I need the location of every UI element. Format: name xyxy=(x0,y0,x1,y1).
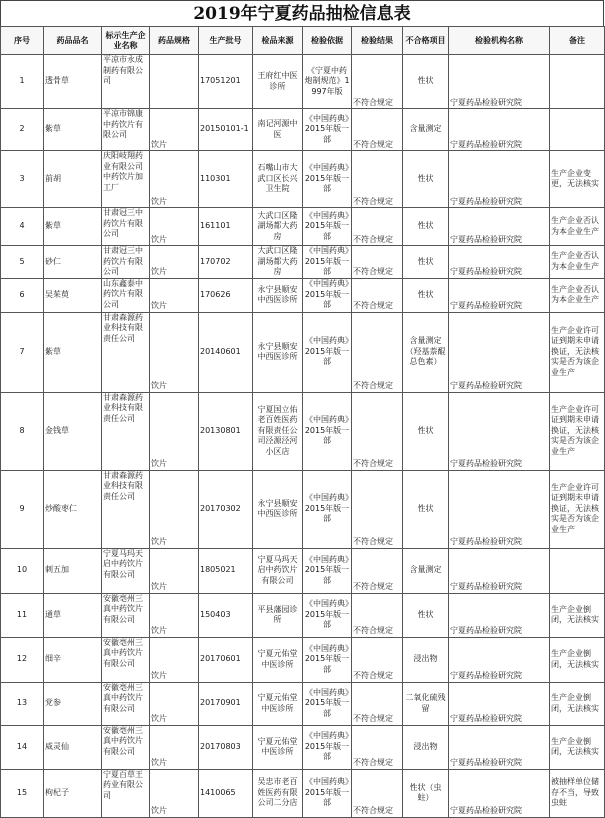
cell-batch: 17051201 xyxy=(199,55,253,109)
cell-batch: 20150101-1 xyxy=(199,109,253,151)
cell-source: 永宁县顺安中西医诊所 xyxy=(253,312,303,392)
cell-maker: 安徽亳州三真中药饮片有限公司 xyxy=(102,637,150,682)
cell-result: 不符合规定 xyxy=(352,593,403,637)
cell-note: 生产企业倒闭，无法核实 xyxy=(550,637,605,682)
cell-name: 金钱草 xyxy=(44,392,102,470)
cell-result: 不符合规定 xyxy=(352,682,403,725)
cell-no: 8 xyxy=(1,392,44,470)
cell-batch: 20170901 xyxy=(199,682,253,725)
cell-source: 宁夏元佑堂中医诊所 xyxy=(253,682,303,725)
cell-agency: 宁夏药品检验研究院 xyxy=(449,682,550,725)
cell-no: 1 xyxy=(1,55,44,109)
cell-source: 王府红中医诊所 xyxy=(253,55,303,109)
cell-no: 2 xyxy=(1,109,44,151)
cell-basis: 《中国药典》2015年版一部 xyxy=(303,278,352,312)
col-header-basis: 检验依据 xyxy=(303,27,352,55)
cell-name: 透骨草 xyxy=(44,55,102,109)
cell-basis: 《中国药典》2015年版一部 xyxy=(303,637,352,682)
cell-agency: 宁夏药品检验研究院 xyxy=(449,637,550,682)
cell-batch: 110301 xyxy=(199,151,253,208)
cell-item: 性状 xyxy=(403,55,449,109)
cell-no: 3 xyxy=(1,151,44,208)
cell-source: 吴忠市老百姓医药有限公司二分店 xyxy=(253,769,303,817)
cell-result: 不符合规定 xyxy=(352,470,403,548)
cell-no: 15 xyxy=(1,769,44,817)
cell-source: 大武口区隆湖场都大药房 xyxy=(253,208,303,246)
cell-source: 南记河源中医 xyxy=(253,109,303,151)
cell-note: 生产企业许可证到期未申请换证，无法核实是否为该企业生产 xyxy=(550,392,605,470)
cell-agency: 宁夏药品检验研究院 xyxy=(449,55,550,109)
cell-agency: 宁夏药品检验研究院 xyxy=(449,593,550,637)
cell-basis: 《中国药典》2015年版一部 xyxy=(303,246,352,279)
cell-no: 11 xyxy=(1,593,44,637)
col-header-maker: 标示生产企业名称 xyxy=(102,27,150,55)
col-header-no: 序号 xyxy=(1,27,44,55)
cell-note: 被抽样单位储存不当，导致虫蛀 xyxy=(550,769,605,817)
table-row xyxy=(1,769,605,817)
cell-no: 5 xyxy=(1,246,44,279)
inspection-table xyxy=(0,26,605,818)
cell-spec: 饮片 xyxy=(150,392,199,470)
cell-result: 不符合规定 xyxy=(352,769,403,817)
table-row xyxy=(1,278,605,312)
table-row xyxy=(1,55,605,109)
table-row xyxy=(1,246,605,279)
cell-spec: 饮片 xyxy=(150,278,199,312)
cell-item: 性状 xyxy=(403,470,449,548)
cell-maker: 甘肃冠三中药饮片有限公司 xyxy=(102,208,150,246)
cell-name: 紫草 xyxy=(44,109,102,151)
cell-spec: 饮片 xyxy=(150,246,199,279)
table-row xyxy=(1,312,605,392)
cell-result: 不符合规定 xyxy=(352,637,403,682)
cell-spec: 饮片 xyxy=(150,637,199,682)
cell-no: 12 xyxy=(1,637,44,682)
cell-maker: 甘肃森源药业科技有限责任公司 xyxy=(102,470,150,548)
cell-note: 生产企业倒闭，无法核实 xyxy=(550,593,605,637)
cell-item: 性状 xyxy=(403,593,449,637)
cell-spec: 饮片 xyxy=(150,312,199,392)
cell-name: 紫草 xyxy=(44,208,102,246)
cell-name: 吴茱萸 xyxy=(44,278,102,312)
cell-note: 生产企业许可证到期未申请换证，无法核实是否为该企业生产 xyxy=(550,470,605,548)
cell-agency: 宁夏药品检验研究院 xyxy=(449,725,550,769)
cell-maker: 山东鑫泰中药饮片有限公司 xyxy=(102,278,150,312)
cell-note xyxy=(550,548,605,593)
col-header-spec: 药品规格 xyxy=(150,27,199,55)
cell-item: 性状（虫蛀） xyxy=(403,769,449,817)
cell-maker: 平凉市锦康中药饮片有限公司 xyxy=(102,109,150,151)
col-header-batch: 生产批号 xyxy=(199,27,253,55)
cell-item: 性状 xyxy=(403,392,449,470)
cell-name: 党参 xyxy=(44,682,102,725)
cell-basis: 《中国药典》2015年版一部 xyxy=(303,470,352,548)
cell-agency: 宁夏药品检验研究院 xyxy=(449,246,550,279)
cell-batch: 20170803 xyxy=(199,725,253,769)
cell-spec: 饮片 xyxy=(150,470,199,548)
cell-batch: 170626 xyxy=(199,278,253,312)
table-row xyxy=(1,151,605,208)
cell-batch: 1805021 xyxy=(199,548,253,593)
cell-maker: 平凉市永成制药有限公司 xyxy=(102,55,150,109)
table-row xyxy=(1,682,605,725)
table-row xyxy=(1,470,605,548)
cell-no: 10 xyxy=(1,548,44,593)
cell-agency: 宁夏药品检验研究院 xyxy=(449,392,550,470)
cell-name: 枸杞子 xyxy=(44,769,102,817)
cell-result: 不符合规定 xyxy=(352,725,403,769)
cell-spec: 饮片 xyxy=(150,725,199,769)
cell-item: 含量测定（羟基萘醌总色素） xyxy=(403,312,449,392)
cell-name: 紫草 xyxy=(44,312,102,392)
cell-basis: 《中国药典》2015年版一部 xyxy=(303,151,352,208)
cell-item: 含量测定 xyxy=(403,109,449,151)
cell-item: 性状 xyxy=(403,151,449,208)
cell-result: 不符合规定 xyxy=(352,312,403,392)
cell-source: 大武口区隆湖场都大药房 xyxy=(253,246,303,279)
cell-maker: 安徽亳州三真中药饮片有限公司 xyxy=(102,593,150,637)
cell-batch: 20170601 xyxy=(199,637,253,682)
cell-batch: 161101 xyxy=(199,208,253,246)
cell-batch: 20170302 xyxy=(199,470,253,548)
cell-name: 刺五加 xyxy=(44,548,102,593)
cell-maker: 庆阳岐翔药业有限公司中药饮片加工厂 xyxy=(102,151,150,208)
cell-result: 不符合规定 xyxy=(352,278,403,312)
cell-spec: 饮片 xyxy=(150,769,199,817)
cell-item: 含量测定 xyxy=(403,548,449,593)
cell-source: 石嘴山市大武口区长兴卫生院 xyxy=(253,151,303,208)
cell-result: 不符合规定 xyxy=(352,208,403,246)
cell-agency: 宁夏药品检验研究院 xyxy=(449,208,550,246)
cell-batch: 20140601 xyxy=(199,312,253,392)
cell-no: 7 xyxy=(1,312,44,392)
cell-maker: 宁夏马玛天启中药饮片有限公司 xyxy=(102,548,150,593)
cell-note: 生产企业否认为本企业生产 xyxy=(550,208,605,246)
cell-batch: 1410065 xyxy=(199,769,253,817)
cell-basis: 《中国药典》2015年版一部 xyxy=(303,109,352,151)
cell-maker: 安徽亳州三真中药饮片有限公司 xyxy=(102,725,150,769)
cell-agency: 宁夏药品检验研究院 xyxy=(449,312,550,392)
cell-note xyxy=(550,55,605,109)
cell-basis: 《宁夏中药炮制规范》1997年版 xyxy=(303,55,352,109)
cell-spec: 饮片 xyxy=(150,109,199,151)
cell-note: 生产企业许可证到期未申请换证，无法核实是否为该企业生产 xyxy=(550,312,605,392)
cell-item: 性状 xyxy=(403,208,449,246)
cell-name: 细辛 xyxy=(44,637,102,682)
cell-maker: 甘肃冠三中药饮片有限公司 xyxy=(102,246,150,279)
cell-spec: 饮片 xyxy=(150,208,199,246)
cell-name: 炒酸枣仁 xyxy=(44,470,102,548)
cell-no: 6 xyxy=(1,278,44,312)
cell-result: 不符合规定 xyxy=(352,109,403,151)
cell-note: 生产企业倒闭，无法核实 xyxy=(550,725,605,769)
col-header-result: 检验结果 xyxy=(352,27,403,55)
cell-item: 性状 xyxy=(403,278,449,312)
cell-note: 生产企业变更，无法核实 xyxy=(550,151,605,208)
cell-result: 不符合规定 xyxy=(352,548,403,593)
table-row xyxy=(1,637,605,682)
cell-agency: 宁夏药品检验研究院 xyxy=(449,109,550,151)
cell-item: 二氧化硫残留 xyxy=(403,682,449,725)
col-header-item: 不合格项目 xyxy=(403,27,449,55)
cell-no: 13 xyxy=(1,682,44,725)
cell-source: 宁夏国立佑老百姓医药有限责任公司泾源泾河小区店 xyxy=(253,392,303,470)
table-row xyxy=(1,725,605,769)
cell-item: 浸出物 xyxy=(403,637,449,682)
cell-spec: 饮片 xyxy=(150,593,199,637)
cell-basis: 《中国药典》2015年版一部 xyxy=(303,548,352,593)
cell-agency: 宁夏药品检验研究院 xyxy=(449,151,550,208)
col-header-source: 检品来源 xyxy=(253,27,303,55)
sheet-title: 2019年宁夏药品抽检信息表 xyxy=(0,0,604,26)
cell-maker: 甘肃森源药业科技有限责任公司 xyxy=(102,392,150,470)
col-header-agency: 检验机构名称 xyxy=(449,27,550,55)
cell-result: 不符合规定 xyxy=(352,151,403,208)
cell-basis: 《中国药典》2015年版一部 xyxy=(303,392,352,470)
cell-source: 宁夏马玛天启中药饮片有限公司 xyxy=(253,548,303,593)
cell-basis: 《中国药典》2015年版一部 xyxy=(303,593,352,637)
cell-maker: 甘肃森源药业科技有限责任公司 xyxy=(102,312,150,392)
cell-basis: 《中国药典》2015年版一部 xyxy=(303,725,352,769)
cell-item: 性状 xyxy=(403,246,449,279)
table-row xyxy=(1,109,605,151)
col-header-note: 备注 xyxy=(550,27,605,55)
cell-spec: 饮片 xyxy=(150,151,199,208)
cell-source: 平县藩园诊所 xyxy=(253,593,303,637)
cell-note: 生产企业倒闭，无法核实 xyxy=(550,682,605,725)
table-row xyxy=(1,593,605,637)
cell-name: 威灵仙 xyxy=(44,725,102,769)
cell-note: 生产企业否认为本企业生产 xyxy=(550,278,605,312)
cell-spec xyxy=(150,55,199,109)
cell-no: 14 xyxy=(1,725,44,769)
cell-agency: 宁夏药品检验研究院 xyxy=(449,278,550,312)
cell-source: 永宁县顺安中西医诊所 xyxy=(253,470,303,548)
cell-source: 宁夏元佑堂中医诊所 xyxy=(253,725,303,769)
cell-item: 浸出物 xyxy=(403,725,449,769)
cell-agency: 宁夏药品检验研究院 xyxy=(449,470,550,548)
cell-basis: 《中国药典》2015年版一部 xyxy=(303,312,352,392)
cell-result: 不符合规定 xyxy=(352,246,403,279)
cell-agency: 宁夏药品检验研究院 xyxy=(449,548,550,593)
cell-spec: 饮片 xyxy=(150,548,199,593)
cell-result: 不符合规定 xyxy=(352,55,403,109)
cell-result: 不符合规定 xyxy=(352,392,403,470)
cell-no: 9 xyxy=(1,470,44,548)
cell-note: 生产企业否认为本企业生产 xyxy=(550,246,605,279)
cell-name: 前胡 xyxy=(44,151,102,208)
table-row xyxy=(1,548,605,593)
cell-basis: 《中国药典》2015年版一部 xyxy=(303,682,352,725)
table-body xyxy=(1,55,605,818)
cell-source: 宁夏元佑堂中医诊所 xyxy=(253,637,303,682)
cell-no: 4 xyxy=(1,208,44,246)
cell-batch: 20130801 xyxy=(199,392,253,470)
cell-basis: 《中国药典》2015年版一部 xyxy=(303,769,352,817)
cell-batch: 150403 xyxy=(199,593,253,637)
table-row xyxy=(1,392,605,470)
cell-maker: 安徽亳州三真中药饮片有限公司 xyxy=(102,682,150,725)
header-row xyxy=(1,27,605,55)
cell-source: 永宁县顺安中西医诊所 xyxy=(253,278,303,312)
cell-spec: 饮片 xyxy=(150,682,199,725)
cell-maker: 宁夏百草王药业有限公司 xyxy=(102,769,150,817)
cell-basis: 《中国药典》2015年版一部 xyxy=(303,208,352,246)
cell-agency: 宁夏药品检验研究院 xyxy=(449,769,550,817)
cell-name: 砂仁 xyxy=(44,246,102,279)
cell-batch: 170702 xyxy=(199,246,253,279)
cell-note xyxy=(550,109,605,151)
table-row xyxy=(1,208,605,246)
cell-name: 通草 xyxy=(44,593,102,637)
col-header-name: 药品品名 xyxy=(44,27,102,55)
